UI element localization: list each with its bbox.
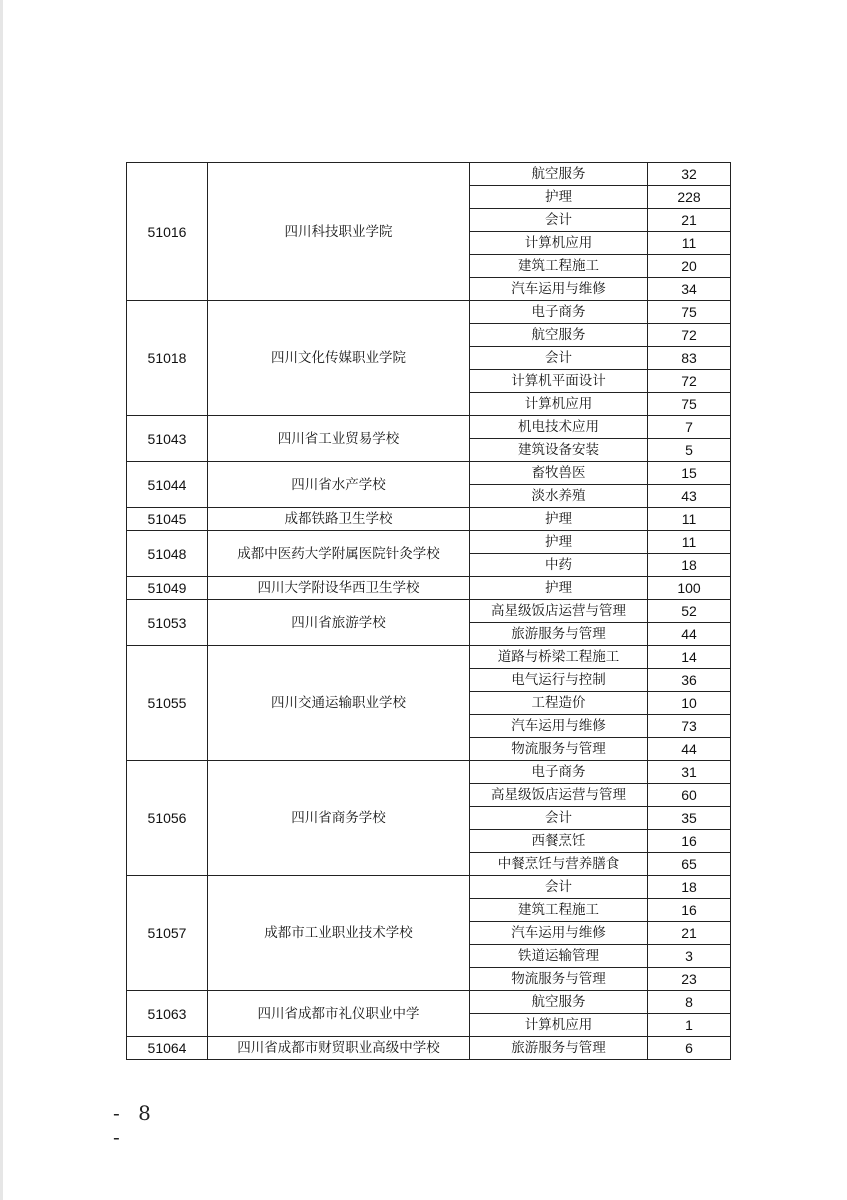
major-name: 计算机应用: [470, 232, 648, 255]
major-name: 机电技术应用: [470, 416, 648, 439]
school-name: 四川省成都市财贸职业高级中学校: [208, 1037, 470, 1060]
school-name: 四川大学附设华西卫生学校: [208, 577, 470, 600]
major-name: 汽车运用与维修: [470, 278, 648, 301]
school-code: 51057: [127, 876, 208, 991]
school-name: 成都市工业职业技术学校: [208, 876, 470, 991]
school-code: 51043: [127, 416, 208, 462]
enrollment-count: 16: [648, 899, 731, 922]
table-row: [127, 577, 731, 600]
school-name: 四川省旅游学校: [208, 600, 470, 646]
school-name: 四川省成都市礼仪职业中学: [208, 991, 470, 1037]
table-row: [127, 462, 731, 485]
table-row: [127, 761, 731, 784]
major-name: 会计: [470, 807, 648, 830]
major-name: 建筑设备安装: [470, 439, 648, 462]
major-name: 电气运行与控制: [470, 669, 648, 692]
enrollment-count: 18: [648, 554, 731, 577]
major-name: 护理: [470, 508, 648, 531]
major-name: 道路与桥梁工程施工: [470, 646, 648, 669]
enrollment-count: 16: [648, 830, 731, 853]
major-name: 汽车运用与维修: [470, 922, 648, 945]
enrollment-count: 228: [648, 186, 731, 209]
school-code: 51055: [127, 646, 208, 761]
major-name: 计算机应用: [470, 393, 648, 416]
school-code: 51045: [127, 508, 208, 531]
major-name: 西餐烹饪: [470, 830, 648, 853]
major-name: 电子商务: [470, 761, 648, 784]
table-row: [127, 163, 731, 186]
enrollment-count: 83: [648, 347, 731, 370]
major-name: 物流服务与管理: [470, 968, 648, 991]
major-name: 会计: [470, 209, 648, 232]
table-row: [127, 416, 731, 439]
enrollment-count: 75: [648, 393, 731, 416]
enrollment-count: 34: [648, 278, 731, 301]
enrollment-count: 73: [648, 715, 731, 738]
school-code: 51044: [127, 462, 208, 508]
enrollment-count: 72: [648, 370, 731, 393]
major-name: 中药: [470, 554, 648, 577]
enrollment-count: 60: [648, 784, 731, 807]
major-name: 会计: [470, 347, 648, 370]
enrollment-count: 65: [648, 853, 731, 876]
enrollment-count: 7: [648, 416, 731, 439]
enrollment-count: 72: [648, 324, 731, 347]
table-row: [127, 531, 731, 554]
major-name: 旅游服务与管理: [470, 623, 648, 646]
major-name: 会计: [470, 876, 648, 899]
major-name: 护理: [470, 186, 648, 209]
enrollment-count: 11: [648, 531, 731, 554]
major-name: 淡水养殖: [470, 485, 648, 508]
school-name: 四川省工业贸易学校: [208, 416, 470, 462]
enrollment-count: 11: [648, 232, 731, 255]
enrollment-count: 36: [648, 669, 731, 692]
major-name: 护理: [470, 577, 648, 600]
enrollment-count: 75: [648, 301, 731, 324]
enrollment-count: 100: [648, 577, 731, 600]
school-code: 51064: [127, 1037, 208, 1060]
major-name: 航空服务: [470, 163, 648, 186]
enrollment-table: [126, 162, 731, 1060]
table-row: [127, 1037, 731, 1060]
school-code: 51053: [127, 600, 208, 646]
major-name: 工程造价: [470, 692, 648, 715]
enrollment-count: 44: [648, 738, 731, 761]
enrollment-count: 6: [648, 1037, 731, 1060]
table-row: [127, 301, 731, 324]
major-name: 中餐烹饪与营养膳食: [470, 853, 648, 876]
enrollment-count: 44: [648, 623, 731, 646]
major-name: 畜牧兽医: [470, 462, 648, 485]
enrollment-count: 1: [648, 1014, 731, 1037]
major-name: 汽车运用与维修: [470, 715, 648, 738]
table-body: [127, 163, 731, 1060]
major-name: 计算机平面设计: [470, 370, 648, 393]
table-row: [127, 508, 731, 531]
major-name: 物流服务与管理: [470, 738, 648, 761]
school-code: 51049: [127, 577, 208, 600]
major-name: 航空服务: [470, 991, 648, 1014]
major-name: 护理: [470, 531, 648, 554]
table-row: [127, 876, 731, 899]
table-row: [127, 991, 731, 1014]
school-name: 四川省商务学校: [208, 761, 470, 876]
enrollment-count: 21: [648, 922, 731, 945]
major-name: 电子商务: [470, 301, 648, 324]
page-number: - 8 -: [113, 1101, 157, 1149]
enrollment-count: 18: [648, 876, 731, 899]
enrollment-count: 35: [648, 807, 731, 830]
enrollment-count: 3: [648, 945, 731, 968]
enrollment-count: 10: [648, 692, 731, 715]
enrollment-count: 5: [648, 439, 731, 462]
major-name: 高星级饭店运营与管理: [470, 784, 648, 807]
school-code: 51063: [127, 991, 208, 1037]
enrollment-count: 23: [648, 968, 731, 991]
school-name: 四川交通运输职业学校: [208, 646, 470, 761]
school-name: 四川文化传媒职业学院: [208, 301, 470, 416]
major-name: 高星级饭店运营与管理: [470, 600, 648, 623]
school-code: 51018: [127, 301, 208, 416]
major-name: 建筑工程施工: [470, 255, 648, 278]
school-name: 四川省水产学校: [208, 462, 470, 508]
table-row: [127, 600, 731, 623]
enrollment-count: 31: [648, 761, 731, 784]
enrollment-count: 15: [648, 462, 731, 485]
enrollment-count: 14: [648, 646, 731, 669]
enrollment-count: 21: [648, 209, 731, 232]
page-edge: [0, 0, 3, 1200]
school-name: 成都中医药大学附属医院针灸学校: [208, 531, 470, 577]
major-name: 计算机应用: [470, 1014, 648, 1037]
school-name: 四川科技职业学院: [208, 163, 470, 301]
school-code: 51056: [127, 761, 208, 876]
major-name: 航空服务: [470, 324, 648, 347]
school-code: 51016: [127, 163, 208, 301]
enrollment-count: 8: [648, 991, 731, 1014]
major-name: 旅游服务与管理: [470, 1037, 648, 1060]
school-code: 51048: [127, 531, 208, 577]
enrollment-count: 11: [648, 508, 731, 531]
enrollment-count: 20: [648, 255, 731, 278]
enrollment-count: 52: [648, 600, 731, 623]
enrollment-count: 43: [648, 485, 731, 508]
table-row: [127, 646, 731, 669]
major-name: 建筑工程施工: [470, 899, 648, 922]
major-name: 铁道运输管理: [470, 945, 648, 968]
school-name: 成都铁路卫生学校: [208, 508, 470, 531]
enrollment-count: 32: [648, 163, 731, 186]
